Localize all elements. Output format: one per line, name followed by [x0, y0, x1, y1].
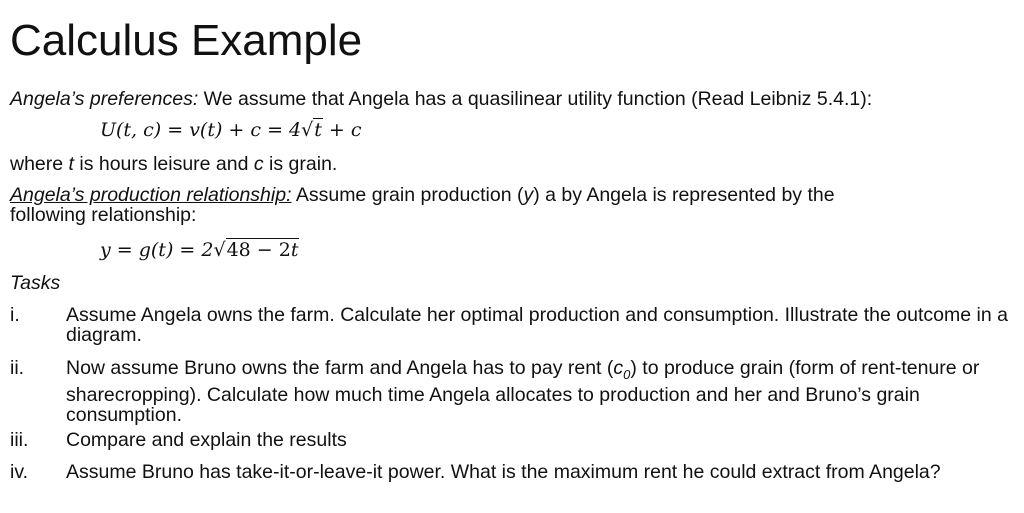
sqrt-symbol: √t	[301, 119, 322, 141]
production-text: Assume grain production (	[291, 184, 524, 206]
preferences-paragraph	[10, 88, 872, 110]
where-text-2: is hours leisure and	[73, 153, 254, 175]
production-paragraph-line2: following relationship:	[10, 204, 197, 226]
task-text-part-2: ) to produce grain (form of rent-tenure or sharecropping). Calculate how much time Angela allocates to production and her and Bruno’s grain consumption.	[66, 357, 980, 426]
slide-title: Calculus Example	[10, 16, 363, 65]
tasks-heading: Tasks	[10, 272, 61, 294]
rent-subscript: 0	[623, 366, 631, 382]
where-text-3: is grain.	[263, 153, 338, 175]
sqrt-symbol-2: √48 − 2t	[213, 239, 299, 261]
preferences-text: We assume that Angela has a quasilinear utility function (Read Leibniz 5.4.1):	[198, 88, 873, 110]
task-number: iii.	[10, 429, 29, 451]
rent-var-c: c	[613, 357, 624, 379]
production-heading: Angela’s production relationship:	[10, 184, 292, 206]
where-var-c: c	[253, 153, 264, 175]
utility-lhs: U(t, c) = v(t) + c = 4	[100, 119, 302, 141]
task-text-part: Now assume Bruno owns the farm and Angela has to pay rent (	[66, 357, 614, 379]
utility-equation	[100, 118, 362, 142]
utility-tail: + c	[322, 119, 362, 141]
task-number: ii.	[10, 357, 25, 379]
production-radicand: 48 − 2t	[226, 239, 299, 261]
utility-radicand: t	[314, 119, 322, 141]
where-line	[10, 153, 337, 175]
preferences-heading: Angela’s preferences:	[10, 88, 199, 110]
production-lhs: y = g(t) = 2	[100, 239, 214, 261]
task-text: Assume Bruno has take-it-or-leave-it power. What is the maximum rent he could extract from Angela?	[66, 461, 941, 483]
task-number: i.	[10, 304, 20, 326]
production-paragraph	[10, 185, 835, 205]
task-text: Assume Angela owns the farm. Calculate her optimal production and consumption. Illustrate the outcome in a diagram.	[66, 304, 1008, 346]
task-text: Compare and explain the results	[66, 429, 347, 451]
where-var-t: t	[68, 153, 74, 175]
task-number: iv.	[10, 461, 29, 483]
task-text	[66, 358, 1016, 425]
production-var-y: y	[523, 184, 534, 206]
where-text: where	[10, 153, 69, 175]
production-equation	[100, 238, 299, 262]
production-text-2: ) a by Angela is represented by the	[533, 184, 835, 206]
